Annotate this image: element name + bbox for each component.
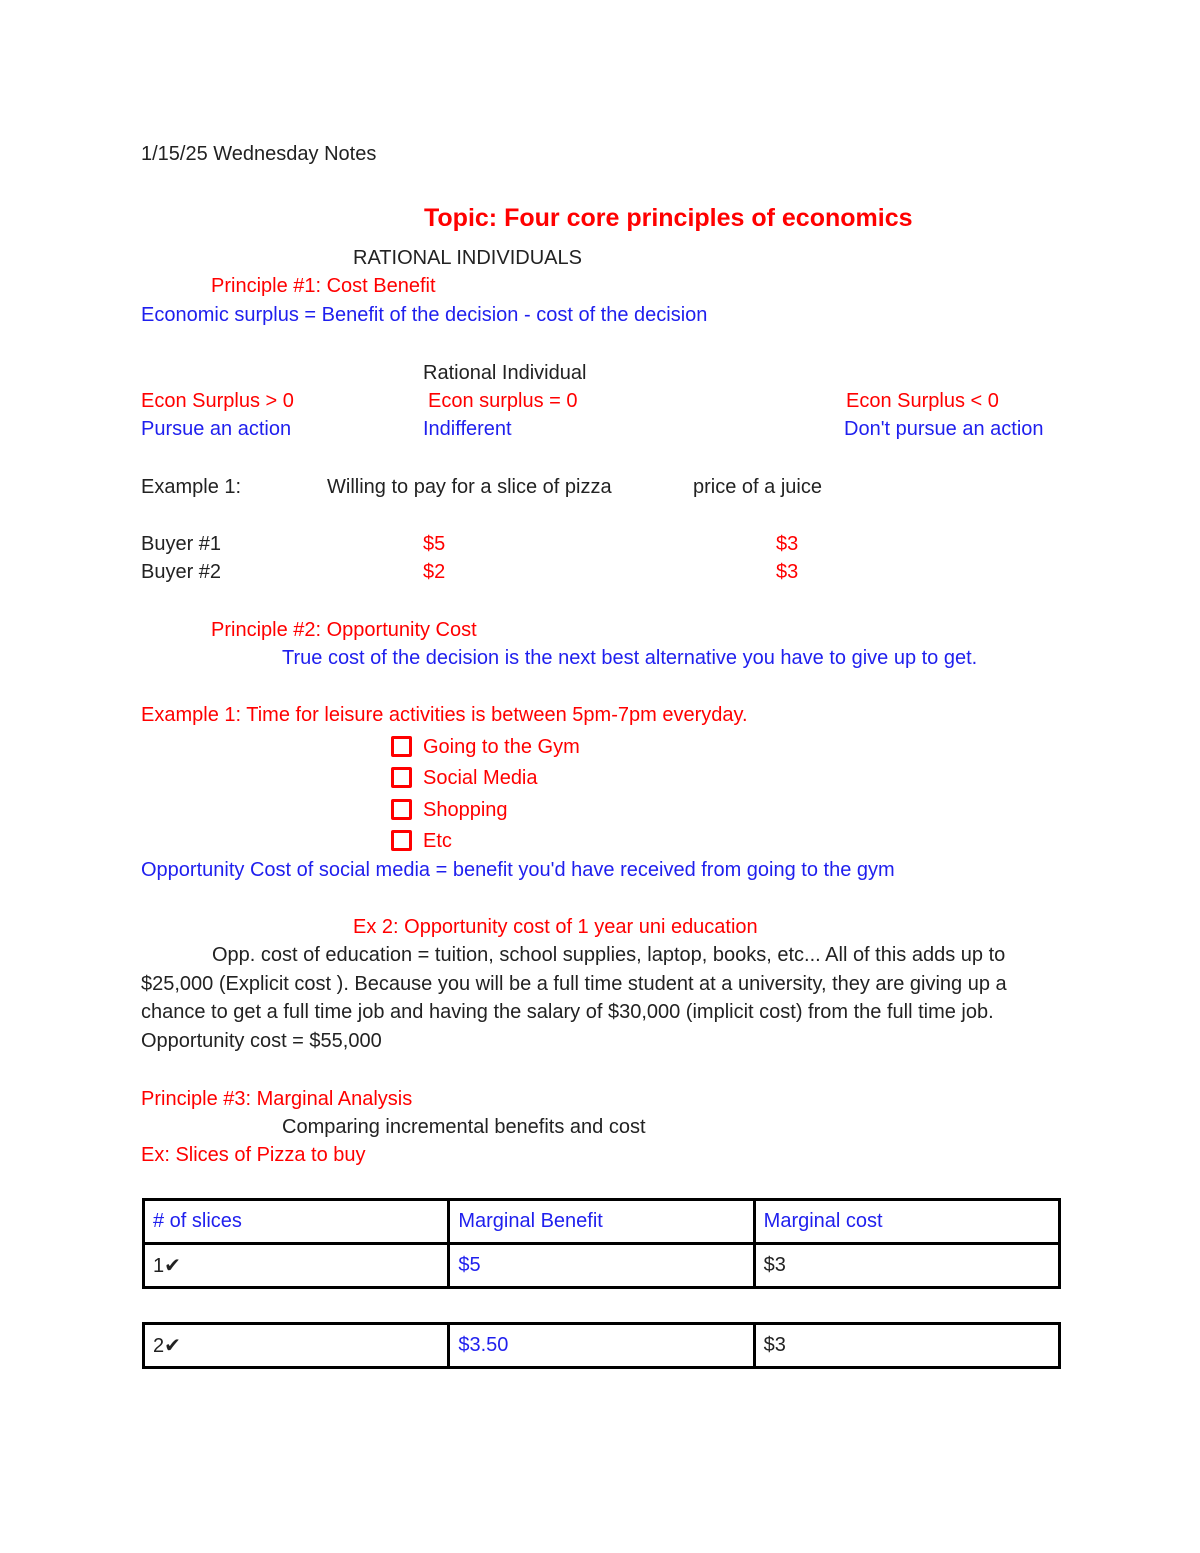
option-shopping: Shopping: [423, 799, 508, 821]
case-zero-action: Indifferent: [423, 418, 512, 440]
buyer-1-label: Buyer #1: [141, 533, 222, 555]
buyer-2-juice: $3: [776, 561, 799, 583]
option-etc: Etc: [423, 830, 452, 852]
buyer-2-label: Buyer #2: [141, 561, 222, 583]
header-marginal-cost: Marginal cost: [754, 1200, 1059, 1244]
checkbox-going-to-gym[interactable]: [391, 736, 412, 757]
cell-marginal-benefit: $5: [449, 1244, 754, 1288]
example-1-col-pizza: Willing to pay for a slice of pizza: [327, 476, 612, 498]
table-row: [144, 1244, 1060, 1288]
principle-2-title: Principle #2: Opportunity Cost: [211, 619, 477, 641]
header-slices: # of slices: [144, 1200, 449, 1244]
table-header-row: [144, 1200, 1060, 1244]
cell-marginal-cost: $3: [754, 1244, 1059, 1288]
case-positive-condition: Econ Surplus > 0: [141, 390, 294, 412]
cell-marginal-benefit: $3.50: [449, 1324, 754, 1368]
option-social-media: Social Media: [423, 767, 538, 789]
marginal-table-1: [142, 1198, 1061, 1289]
case-negative-condition: Econ Surplus < 0: [846, 390, 999, 412]
case-positive-action: Pursue an action: [141, 418, 292, 440]
opportunity-cost-definition: True cost of the decision is the next best alternative you have to give up to get.: [282, 647, 978, 669]
cell-slices: 2✔: [144, 1324, 449, 1368]
example-1-col-juice: price of a juice: [693, 476, 822, 498]
option-going-to-gym: Going to the Gym: [423, 736, 580, 758]
header-marginal-benefit: Marginal Benefit: [449, 1200, 754, 1244]
case-negative-action: Don't pursue an action: [844, 418, 1044, 440]
checkbox-shopping[interactable]: [391, 799, 412, 820]
example-2-title: Ex 2: Opportunity cost of 1 year uni education: [353, 916, 758, 938]
buyer-1-pizza: $5: [423, 533, 446, 555]
buyer-2-pizza: $2: [423, 561, 446, 583]
section-heading: RATIONAL INDIVIDUALS: [353, 247, 582, 269]
example-2-text: Opp. cost of education = tuition, school supplies, laptop, books, etc... All of this adds up to $25,000 (Explicit cost ). Because you will be a full time student at a university, they are giving up a chance to get a full time job and having the salary of $30,000 (implicit cost) from the full time job. Opportunity cost = $55,000: [141, 944, 1007, 1052]
example-1-label: Example 1:: [141, 476, 242, 498]
economic-surplus-definition: Economic surplus = Benefit of the decision - cost of the decision: [141, 304, 708, 326]
principle-3-title: Principle #3: Marginal Analysis: [141, 1088, 413, 1110]
principle-1-title: Principle #1: Cost Benefit: [211, 275, 436, 297]
cell-marginal-cost: $3: [754, 1324, 1059, 1368]
social-media-opportunity-cost: Opportunity Cost of social media = benefit you'd have received from going to the gym: [141, 859, 895, 881]
example-2-paragraph: [141, 941, 1061, 1055]
buyer-1-juice: $3: [776, 533, 799, 555]
table-row: [144, 1324, 1060, 1368]
leisure-example: Example 1: Time for leisure activities is between 5pm-7pm everyday.: [141, 704, 748, 726]
case-zero-condition: Econ surplus = 0: [428, 390, 578, 412]
cell-slices: 1✔: [144, 1244, 449, 1288]
pizza-slices-example: Ex: Slices of Pizza to buy: [141, 1144, 366, 1166]
topic-title: Topic: Four core principles of economics: [424, 204, 913, 232]
checkbox-social-media[interactable]: [391, 767, 412, 788]
marginal-table-2: [142, 1322, 1061, 1369]
date-heading: 1/15/25 Wednesday Notes: [141, 143, 377, 165]
checkbox-etc[interactable]: [391, 830, 412, 851]
marginal-analysis-definition: Comparing incremental benefits and cost: [282, 1116, 646, 1138]
rational-individual-heading: Rational Individual: [423, 362, 587, 384]
